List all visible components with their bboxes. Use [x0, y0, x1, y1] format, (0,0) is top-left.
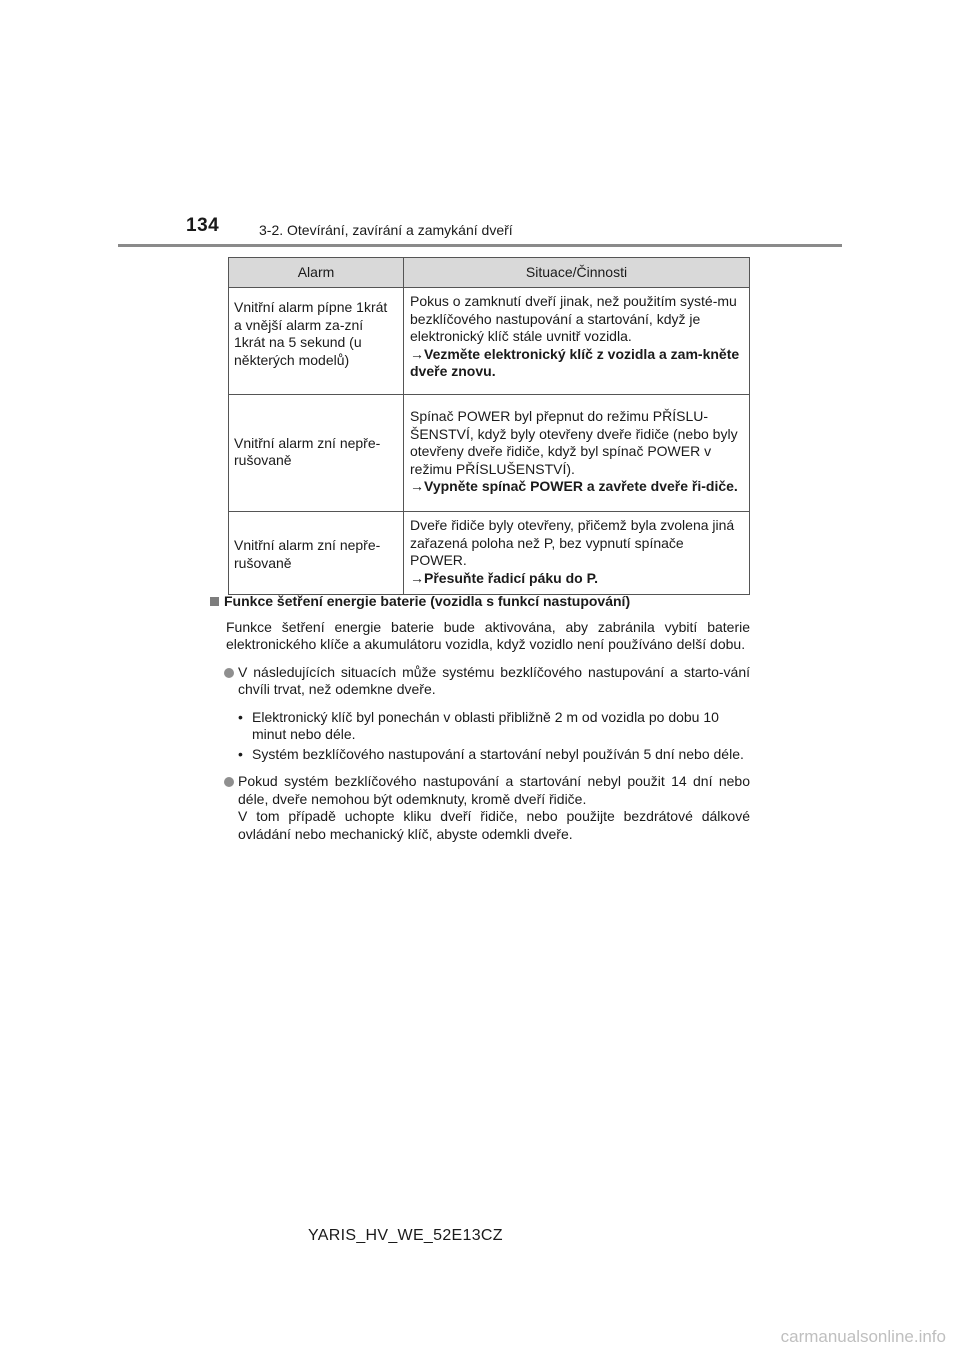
action-label: Vezměte elektronický klíč z vozidla a zam-kněte dveře znovu.: [410, 345, 740, 379]
table-row: [229, 288, 750, 395]
alarm-cell: [229, 288, 404, 395]
watermark: carmanualsonline.info: [780, 1327, 946, 1346]
sub-item-text: Systém bezklíčového nastupování a startování nebyl používán 5 dní nebo déle.: [252, 745, 744, 762]
battery-section: [210, 593, 750, 843]
action-text: [410, 478, 743, 496]
intro-paragraph: Funkce šetření energie baterie bude aktivována, aby zabránila vybití baterie elektronického klíče a akumulátoru vozidla, když vozidlo není používáno delší dobu.: [226, 618, 750, 652]
table-header-row: [229, 258, 750, 288]
situation-cell: [404, 395, 750, 512]
sub-item-text: Elektronický klíč byl ponechán v oblasti přibližně 2 m od vozidla po dobu 10 minut nebo déle.: [252, 708, 719, 742]
situation-text: Dveře řidiče byly otevřeny, přičemž byla zvolena jiná zařazená poloha než P, bez vypnutí spínače POWER.: [410, 517, 735, 568]
list-item: [210, 773, 750, 843]
page-number: 134: [186, 215, 220, 236]
header-divider: [118, 244, 842, 247]
column-header-situation: Situace/Činnosti: [404, 258, 750, 288]
situation-text: Spínač POWER byl přepnut do režimu PŘÍSLU-ŠENSTVÍ, když byly otevřeny dveře řidiče (nebo byly otevřeny dveře řidiče, když byl spínač POWER v režimu PŘÍSLUŠENSTVÍ).: [410, 408, 738, 477]
dot-marker-icon: •: [238, 708, 243, 725]
circle-bullet-icon: [224, 668, 234, 678]
table-row: [229, 395, 750, 512]
action-text: [410, 570, 743, 588]
section-title: 3-2. Otevírání, zavírání a zamykání dveří: [259, 222, 513, 238]
bullet-text: V následujících situacích může systému bezklíčového nastupování a starto-vání chvíli trvat, než odemkne dveře.: [238, 663, 750, 697]
circle-bullet-icon: [224, 777, 234, 787]
square-bullet-icon: [210, 597, 219, 606]
alarm-table: [228, 257, 750, 595]
action-text: [410, 346, 743, 381]
action-label: Přesuňte řadicí páku do P.: [424, 569, 599, 586]
bullet-text-line: V tom případě uchopte kliku dveří řidiče, nebo použijte bezdrátové dálkové ovládání nebo mechanický klíč, abyste odemkli dveře.: [238, 808, 750, 842]
arrow-icon: →: [410, 569, 424, 586]
section-heading-text: Funkce šetření energie baterie (vozidla s funkcí nastupování): [224, 593, 631, 609]
situation-text: Pokus o zamknutí dveří jinak, než použitím systé-mu bezklíčového nastupování a startování, když je elektronický klíč stále uvnitř vozidla.: [410, 293, 737, 344]
sub-list-item: [238, 709, 750, 744]
dot-marker-icon: •: [238, 745, 243, 762]
bullet-text: [238, 773, 750, 843]
situation-cell: [404, 288, 750, 395]
situation-cell: [404, 512, 750, 595]
alarm-text: Vnitřní alarm zní nepře-rušovaně: [234, 537, 381, 571]
sub-list: [238, 709, 750, 764]
arrow-icon: →: [410, 345, 424, 362]
document-code: YARIS_HV_WE_52E13CZ: [308, 1227, 503, 1244]
arrow-icon: →: [410, 478, 424, 495]
alarm-cell: [229, 512, 404, 595]
list-item: [210, 664, 750, 699]
alarm-text: Vnitřní alarm zní nepře-rušovaně: [234, 434, 381, 468]
sub-list-item: [238, 746, 750, 764]
column-header-alarm: Alarm: [229, 258, 404, 288]
action-label: Vypněte spínač POWER a zavřete dveře ři-diče.: [424, 478, 738, 495]
section-heading: [210, 593, 750, 611]
alarm-cell: [229, 395, 404, 512]
alarm-text: Vnitřní alarm pípne 1krát a vnější alarm za-zní 1krát na 5 sekund (u některých modelů): [234, 299, 388, 368]
table-row: [229, 512, 750, 595]
bullet-text-line: Pokud systém bezklíčového nastupování a startování nebyl použit 14 dní nebo déle, dveře nemohou být odemknuty, kromě dveří řidiče.: [238, 773, 750, 807]
